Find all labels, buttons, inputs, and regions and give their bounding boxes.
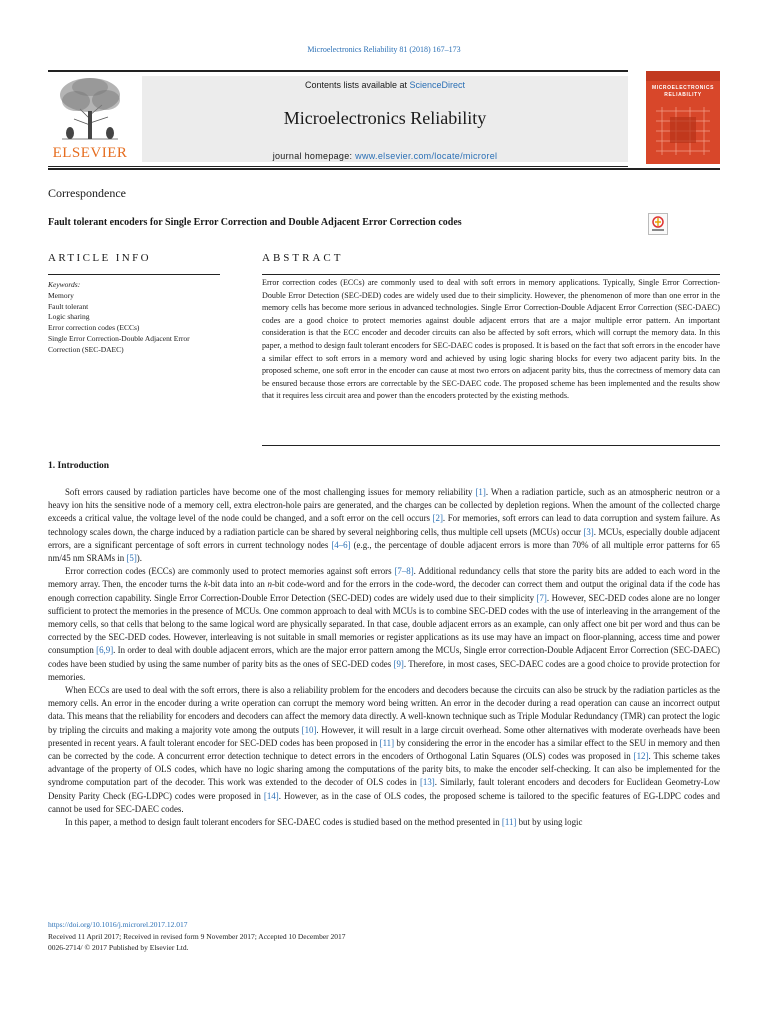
masthead-bottom-rule bbox=[48, 166, 628, 167]
sciencedirect-link[interactable]: ScienceDirect bbox=[409, 80, 466, 90]
received-dates: Received 11 April 2017; Received in revised form 9 November 2017; Accepted 10 December 2017 bbox=[48, 932, 346, 941]
cover-top-band bbox=[646, 71, 720, 81]
text-run: . When a radiation particle, such as an atmospheric neutron or a heavy ion hits the sensitive node of a memory cell, extra electron-hole pairs are generated, and the charges can be collected by depletion regions. When the amount of the collected charge exceeds a critical value, the voltage level of the node could be changed, and a soft error on the cell occurs bbox=[48, 487, 720, 524]
text-run: When ECCs are used to deal with the soft errors, there is also a reliability problem for the encoders and decoders because the circuits can also be struck by the radiation particles as the memory cells. An error in the encoder during a write operation can corrupt the memory word being written. An error in the decoder during a read operation can cause an incorrect output data. This means that the reliability for encoders and decoders can affect the memory data directly. A well-known technique such as Triple Modular Redundancy (TMR) can protect the logic by tripling the circuits and making a majority vote among the outputs bbox=[48, 685, 720, 735]
elsevier-logo[interactable] bbox=[48, 73, 132, 165]
text-run: -bit code-word and for the errors in the code-word, the decoder can correct them and output the original data if the code has enough correction capability. Single Error Correction-Double Error Detection (SEC-DED) codes are widely used due to their simplicity bbox=[48, 579, 720, 603]
text-run: . However, it will result in a large circuit overhead. Some other alternatives with moderate overheads have been presented in recent years. A fault tolerant encoder for SEC-DED codes has been proposed in bbox=[48, 724, 720, 748]
crossmark-badge-icon bbox=[649, 214, 667, 234]
reference-link[interactable]: [9] bbox=[393, 658, 404, 669]
reference-link[interactable]: [7–8] bbox=[394, 566, 414, 577]
reference-link[interactable]: [11] bbox=[501, 817, 517, 828]
cover-title-line2: RELIABILITY bbox=[664, 92, 702, 98]
copyright-line: 0026-2714/ © 2017 Published by Elsevier Ltd. bbox=[48, 943, 189, 952]
reference-link[interactable]: [11] bbox=[379, 737, 395, 748]
elsevier-tree-icon bbox=[54, 75, 126, 141]
reference-link[interactable]: [1] bbox=[475, 487, 486, 497]
variable-k: k bbox=[203, 579, 208, 590]
homepage-prefix: journal homepage: bbox=[272, 151, 356, 161]
abstract-bottom-rule bbox=[262, 445, 720, 446]
homepage-line bbox=[142, 151, 628, 161]
text-run: . Therefore, in most cases, SEC-DAEC codes are a good choice to provide protection for memories. bbox=[48, 658, 720, 682]
article-info-rule bbox=[48, 274, 220, 275]
text-run: . Similarly, fault tolerant encoders and decoders for Euclidean Geometry-Low Density Parity Check (EG-LDPC) codes were proposed in bbox=[48, 777, 721, 801]
contents-line bbox=[142, 80, 628, 90]
journal-name: Microelectronics Reliability bbox=[283, 108, 487, 128]
text-run: . In order to deal with double adjacent errors, which are the major error pattern among the MCUs, Single error correction-Double Adjacent Error Correction (SEC-DAEC) codes have been studied by using the same number of parity bits as the ones of SEC-DED codes bbox=[48, 645, 720, 669]
section-type: Correspondence bbox=[48, 186, 126, 200]
text-run: but by using logic bbox=[516, 817, 583, 828]
article-title: Fault tolerant encoders for Single Error Correction and Double Adjacent Error Correction codes bbox=[48, 217, 462, 228]
journal-homepage-link[interactable]: www.elsevier.com/locate/microrel bbox=[355, 151, 498, 161]
text-run: (e.g., the percentage of double adjacent errors is more than 70% of all multiple error patterns for 65 nm/45 nm SRAMs in bbox=[48, 539, 720, 564]
crossmark-icon[interactable] bbox=[648, 213, 668, 235]
introduction-heading: 1. Introduction bbox=[48, 461, 110, 471]
text-run: . MCUs, especially double adjacent errors, are a significant percentage of soft errors in current technology nodes bbox=[48, 526, 721, 550]
reference-link[interactable]: [3] bbox=[583, 526, 594, 537]
keywords-label: Keywords: bbox=[48, 280, 81, 289]
doi-link[interactable]: https://doi.org/10.1016/j.microrel.2017.12.017 bbox=[48, 920, 188, 929]
paragraph bbox=[48, 816, 720, 829]
text-run: In this paper, a method to design fault tolerant encoders for SEC-DAEC codes is studied based on the method presented in bbox=[65, 817, 502, 828]
keyword-item: Fault tolerant bbox=[48, 301, 89, 311]
abstract-text: Error correction codes (ECCs) are commonly used to deal with soft errors in memory applications. Typically, Single Error Correction-Double Error Detection (SEC-DED) codes are widely used due to their simplicity. However, the phenomenon of more than one error in the memory cells has become more serious in advanced technologies. Single Error Correction-Double Adjacent Error Correction (SEC-DAEC) codes are a good choice to protect memories against double adjacent errors that are a major multiple error pattern. An important consideration is that the ECC encoder and decoder circuits can also be affected by soft errors, which will corrupt the memory data. In this paper, a method to design fault tolerant encoders for SEC-DAEC codes is proposed. It is based on the fact that soft errors in the encoder have a similar effect to soft errors in a memory word and achieved by using logic sharing blocks for every two adjacent parity bits. In the proposed scheme, one soft error in the encoder can cause at most two errors on adjacent parity bits, thus the correctness of memory data can be ensured because those errors are correctable by the SEC-DAEC code. The proposed scheme has been implemented and the results show that it requires less circuit area and power than the encoders protected by the existing methods. bbox=[262, 278, 720, 401]
keyword-item: Single Error Correction-Double Adjacent Error Correction (SEC-DAEC) bbox=[48, 333, 190, 354]
reference-link[interactable]: [4–6] bbox=[331, 539, 351, 550]
elsevier-wordmark: ELSEVIER bbox=[52, 145, 128, 161]
reference-link[interactable]: [12] bbox=[633, 751, 649, 762]
paragraph bbox=[48, 486, 720, 565]
cover-art bbox=[652, 105, 714, 159]
keyword-item: Memory bbox=[48, 291, 74, 300]
text-run: Soft errors caused by radiation particles have become one of the most challenging issues for memory reliability bbox=[65, 487, 476, 497]
text-run: ). bbox=[136, 553, 142, 564]
masthead-bottom-rule-thick bbox=[48, 168, 720, 170]
abstract-heading: ABSTRACT bbox=[262, 252, 344, 264]
text-run: . This scheme takes advantage of the property of OLS codes, which have no logic sharing among the computations of the parity bits, to make the encoder self-checking. It can also be implemented for the syndrome computation part of the decoder. This work was extended to the decoder of OLS codes in bbox=[48, 751, 720, 788]
abstract-rule bbox=[262, 274, 720, 275]
reference-link[interactable]: [6,9] bbox=[96, 645, 114, 656]
text-run: . For memories, soft errors can lead to data corruption and system failure. As technology scales down, the charge induced by a radiation particle can be shared by several neighboring cells, thus multiple cell upsets (MCUs) occur bbox=[48, 513, 720, 537]
text-run: by considering the error in the encoder has a similar effect to the SEU in memory and then can be corrected by the code. A concurrent error detection technique to detect errors in the encoders of Orthogonal Latin Squares (OLS) codes was proposed in bbox=[48, 737, 720, 762]
reference-link[interactable]: [13] bbox=[419, 777, 435, 788]
paragraph bbox=[48, 684, 720, 816]
keyword-item: Error correction codes (ECCs) bbox=[48, 323, 140, 333]
keywords-list bbox=[48, 291, 223, 355]
reference-link[interactable]: [10] bbox=[301, 724, 317, 735]
reference-link[interactable]: [14] bbox=[263, 790, 279, 801]
reference-link[interactable]: [7] bbox=[536, 592, 547, 603]
reference-link[interactable]: [2] bbox=[432, 513, 443, 524]
text-run: . However, SEC-DED codes alone are no longer sufficient to protect the memories in the presence of MCUs. One common approach to deal with MCUs is to combine SEC-DED codes with the use of interleaving in the arrangement of the memory cells, so that cells that belong to the same logical word are physically separated. In that case, double adjacent errors as an example, can only affect one bit per word and thus can be corrected by the SEC-DED codes. However, interleaving is not suitable in small memories or register applications as its use may have an impact on floor-planning, access time and power consumption bbox=[48, 592, 720, 656]
text-run: . However, as in the case of OLS codes, the proposed scheme is tailored to the specific features of EG-LDPC codes and cannot be used for SEC-DAEC codes. bbox=[48, 790, 720, 814]
variable-n: n bbox=[267, 579, 272, 590]
journal-cover-image[interactable] bbox=[646, 71, 720, 164]
text-run: -bit data into an bbox=[207, 579, 268, 590]
text-run: . Additional redundancy cells that store the parity bits are added to each word in the memory array. Then, the encoder turns the bbox=[48, 566, 720, 590]
keyword-item: Logic sharing bbox=[48, 312, 90, 322]
contents-prefix: Contents lists available at bbox=[304, 80, 410, 90]
reference-link[interactable]: [5] bbox=[126, 553, 137, 564]
article-info-heading: ARTICLE INFO bbox=[48, 252, 151, 264]
masthead-top-rule bbox=[48, 70, 628, 72]
introduction-body bbox=[48, 486, 720, 829]
cover-title bbox=[646, 85, 720, 99]
cover-title-line1: MICROELECTRONICS bbox=[651, 85, 715, 91]
text-run: Error correction codes (ECCs) are commonly used to protect memories against soft errors bbox=[65, 566, 395, 577]
journal-citation-link[interactable]: Microelectronics Reliability 81 (2018) 167–173 bbox=[307, 45, 461, 54]
paragraph bbox=[48, 565, 720, 684]
